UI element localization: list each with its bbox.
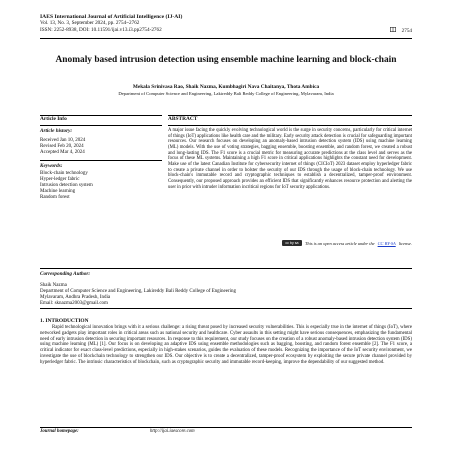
- affiliation: Department of Computer Science and Engineering, Lakireddy Bali Reddy College of Engineering, Mylavaram, India: [118, 91, 334, 96]
- cc-license-badge: cc by sa: [282, 240, 302, 246]
- book-icon: [390, 27, 396, 35]
- abstract-text: A major issue facing the quickly evolving technological world is the surge in security concerns, particularly for critical internet of things (IoT) applications like health care and the military. Early security attack detection is crucial for safeguarding important resources. Our research focuses on developing an anomaly-based intrusion detection system (IDS) using machine learning (ML) models. With the use of voting strategies, bagging ensemble, boosting ensemble, and random forest, we created a robust and long-lasting IDS. The F1 score is a crucial metric for measuring accurate predictions at the class level and serves as the focus of these ML systems. Maintaining a high F1 score in critical applications highlights the constant need for development. Make use of the latest Canadian Institute for cybersecurity internet of things (CICIoT) 2023 dataset employ hyperledger fabric to create a private channel in order to bolster the security of our IDS through the usage of block-chain technology. We use block-chain's immutable record and cryptographic techniques to establish a decentralized, tamper-proof environment. Consequently, our proposed approach provides an efficient IDS that significantly enhances resource protection and alerting the user in prior with intruder information incritical regions for IoT security applications.: [168, 128, 412, 190]
- keyword-item: Hyper-ledger fabric: [40, 177, 80, 182]
- keyword-item: Intrusion detection system: [40, 183, 93, 188]
- author-list: Mekala Srinivasa Rao, Shaik Nazma, Kumbhagiri Nava Chaitanya, Thota Ambica: [132, 84, 320, 90]
- header-divider: [40, 38, 412, 39]
- keywords-heading: Keywords:: [40, 163, 63, 169]
- keyword-item: Random forest: [40, 195, 70, 200]
- page-footer: [40, 429, 412, 434]
- introduction-text: Rapid technological innovation brings with it a serious challenge: a rising threat posed by increased security vulnerabilities. This is especially true in the internet of things (IoT), where networked gadgets play important roles in critical areas such as national security and healthcare. Cyber assaults in this setting might have serious consequences, emphasizing the fundamental need of early intrusion detection in securing important resources. In response to this requirement, our study focuses on the creation of a robust anomaly-based intrusion detection system (IDS) using machine learning (ML) [1]. Our focus is on developing an adaptive IDS using ensemble methodologies such as bagging, boosting, and random forest ensemble [2]. The F1 score, a critical indicator for exact class-level predictions, especially in high-stakes scenarios, guides the evaluation of these models. Recognizing the importance of the IoT security environment, we investigate the use of blockchain technology to strengthen our IDS. Our objective is to create a decentralized, tamper-proof ecosystem by exploiting the secure private channel provided by hyperledger fabric. The intrinsic characteristics of blockchain, such as cryptographic security and immutable record-keeping, improve the dependability of our suggested method.: [40, 325, 412, 365]
- abstract-heading: ABSTRACT: [168, 116, 198, 122]
- corresponding-location: Mylavaram, Andhra Pradesh, India: [40, 295, 111, 300]
- journal-issn-doi: ISSN: 2252-8938, DOI: 10.11591/ijai.v13.i3.pp2754-2762: [40, 26, 162, 33]
- journal-name: IAES International Journal of Artificial Intelligence (IJ-AI): [40, 14, 183, 20]
- keywords-divider: [40, 160, 162, 161]
- corresponding-email[interactable]: Email: sknazma2003@gmail.com: [40, 301, 108, 306]
- journal-header: [40, 14, 412, 35]
- article-info-divider: [40, 125, 162, 126]
- journal-homepage-link[interactable]: http://ijai.iaescore.com: [150, 429, 195, 434]
- article-info-panel: [40, 115, 162, 264]
- license-link[interactable]: CC BY-SA: [377, 240, 396, 246]
- license-suffix: license.: [398, 240, 412, 246]
- history-heading: Article history:: [40, 128, 73, 134]
- footer-label: Journal homepage:: [40, 429, 79, 434]
- license-line: [282, 240, 412, 246]
- history-item: Received Jan 10, 2024: [40, 138, 86, 143]
- corresponding-divider: [40, 308, 412, 309]
- corresponding-details: [40, 283, 236, 307]
- history-item: Accepted Mar 4, 2024: [40, 150, 85, 155]
- article-info-heading: Article Info: [40, 116, 67, 122]
- page-number: 2754: [401, 27, 412, 34]
- abstract-panel: [168, 115, 412, 264]
- history-list: [40, 138, 85, 156]
- section-heading: 1. INTRODUCTION: [40, 318, 89, 324]
- license-text: This is an open access article under the: [304, 240, 375, 246]
- abstract-divider: [168, 125, 412, 126]
- footer-divider: [40, 427, 412, 428]
- journal-volume: Vol. 13, No. 3, September 2024, pp. 2754~2762: [40, 20, 140, 27]
- corresponding-heading: Corresponding Author:: [40, 271, 91, 277]
- paper-title: Anomaly based intrusion detection using ensemble machine learning and block-chain: [55, 55, 397, 65]
- corresponding-author-block: [40, 268, 412, 306]
- history-item: Revised Feb 20, 2024: [40, 144, 84, 149]
- keyword-item: Machine learning: [40, 189, 76, 194]
- keywords-list: [40, 171, 93, 201]
- corresponding-name: Shaik Nazma: [40, 283, 67, 288]
- corresponding-dept: Department of Computer Science and Engineering, Lakireddy Bali Reddy College of Engineering: [40, 289, 237, 294]
- keyword-item: Block-chain technology: [40, 171, 88, 176]
